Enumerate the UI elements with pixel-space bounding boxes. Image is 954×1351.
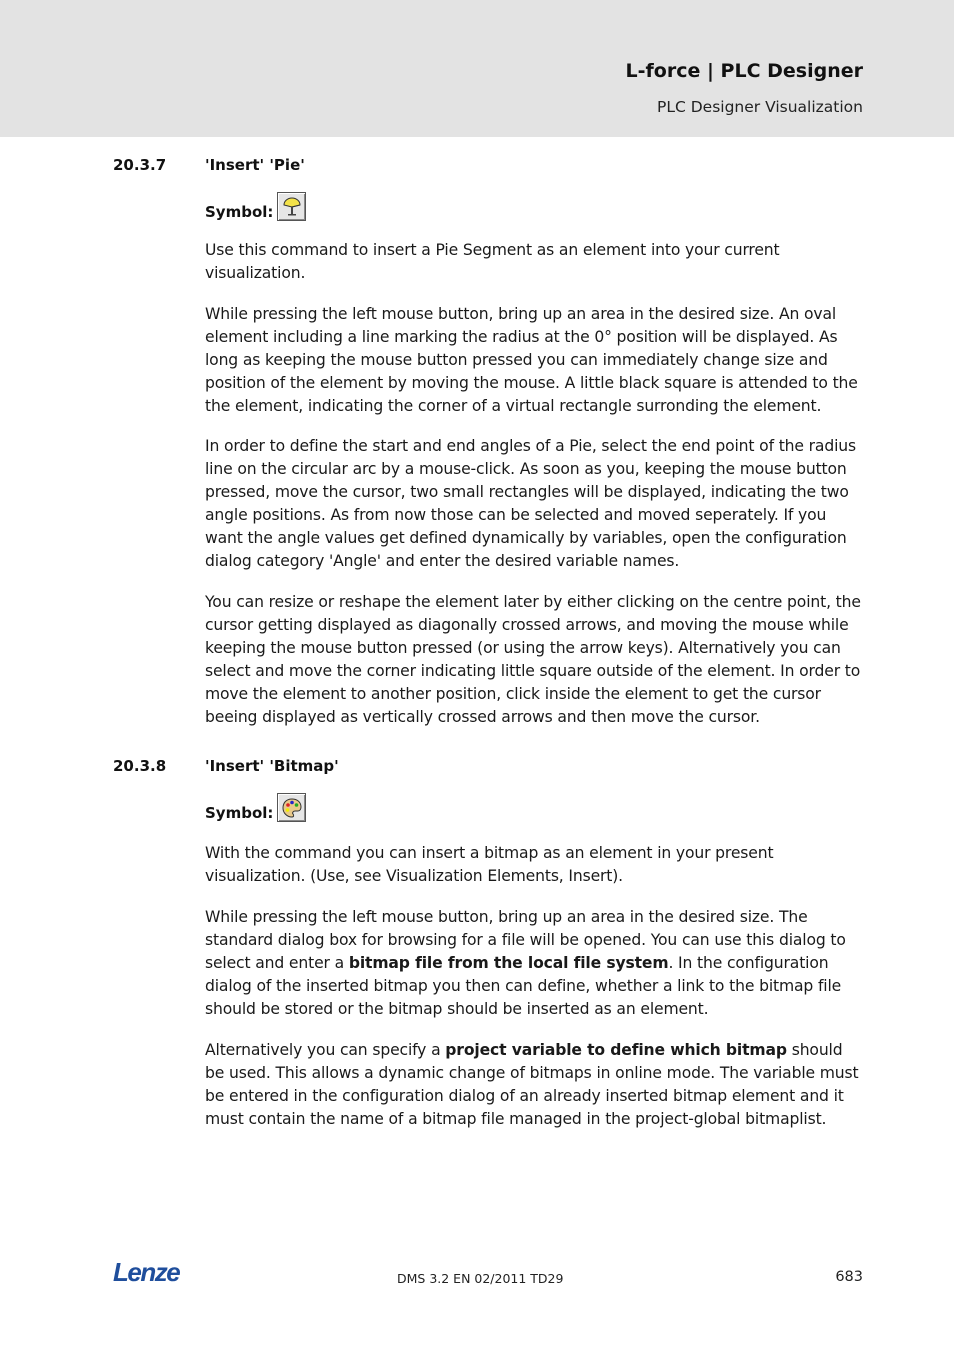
symbol-row-pie — [205, 192, 306, 221]
bold-bitmap-file: bitmap file from the local file system — [348, 954, 669, 972]
bitmap-paragraph-1: With the command you can insert a bitmap as an element in your present visualization. (Use, see Visualization Elements, Insert). — [205, 844, 774, 885]
pie-paragraph-2: While pressing the left mouse button, bring up an area in the desired size. An oval element including a line marking the radius at the 0° position will be displayed. As long as keeping the mouse button pressed you can immediately change size and position of the element by moving the mouse. A little black square is attended to the the element, indicating the corner of a virtual rectangle surronding the element. — [205, 305, 858, 415]
pie-paragraph-1: Use this command to insert a Pie Segment as an element into your current visualization. — [205, 241, 780, 282]
section-number-bitmap: 20.3.8 — [113, 757, 167, 775]
lenze-logo-text: Lenze — [113, 1258, 180, 1286]
symbol-row-bitmap — [205, 793, 306, 822]
pie-paragraph-4: You can resize or reshape the element later by either clicking on the centre point, the cursor getting displayed as diagonally crossed arrows, and moving the mouse while keeping the mouse button pressed (or using the arrow keys). Alternatively you can select and move the corner indicating little square outside of the element. In order to move the element to another position, click inside the element to get the cursor beeing displayed as vertically crossed arrows and then move the cursor. — [205, 593, 861, 726]
section-title-pie: 'Insert' 'Pie' — [205, 156, 305, 174]
header-title: L-force | PLC Designer — [625, 60, 863, 82]
bitmap-paragraph-2: While pressing the left mouse button, bring up an area in the desired size. The standard dialog box for browsing for a file will be opened. You can use this dialog to select and enter a bitmap file from the local file system. In the configuration dialog of the inserted bitmap you then can define, whether a link to the bitmap file should be stored or the bitmap should be inserted as an element. — [205, 908, 846, 1018]
lenze-logo — [113, 1258, 193, 1290]
page-header — [0, 0, 954, 137]
bold-project-variable: project variable to define which bitmap — [445, 1041, 787, 1059]
symbol-label: Symbol: — [205, 203, 274, 221]
section-title-bitmap: 'Insert' 'Bitmap' — [205, 757, 339, 775]
section-number-pie: 20.3.7 — [113, 156, 167, 174]
bitmap-paragraph-3: Alternatively you can specify a project variable to define which bitmap should be used. This allows a dynamic change of bitmaps in online mode. The variable must be entered in the configuration dialog of an already inserted bitmap element and it must contain the name of a bitmap file managed in the project-global bitmaplist. — [205, 1041, 859, 1128]
document-reference: DMS 3.2 EN 02/2011 TD29 — [397, 1271, 564, 1286]
pie-segment-icon — [277, 192, 306, 221]
symbol-label: Symbol: — [205, 804, 274, 822]
page-number: 683 — [835, 1269, 863, 1285]
pie-paragraph-3: In order to define the start and end angles of a Pie, select the end point of the radius line on the circular arc by a mouse-click. As soon as you, keeping the mouse button pressed, move the cursor, two small rectangles will be displayed, indicating the two angle positions. As from now those can be selected and moved seperately. If you want the angle values get defined dynamically by variables, open the configuration dialog category 'Angle' and enter the desired variable names. — [205, 437, 856, 570]
bitmap-palette-icon — [277, 793, 306, 822]
header-subtitle: PLC Designer Visualization — [657, 98, 863, 116]
